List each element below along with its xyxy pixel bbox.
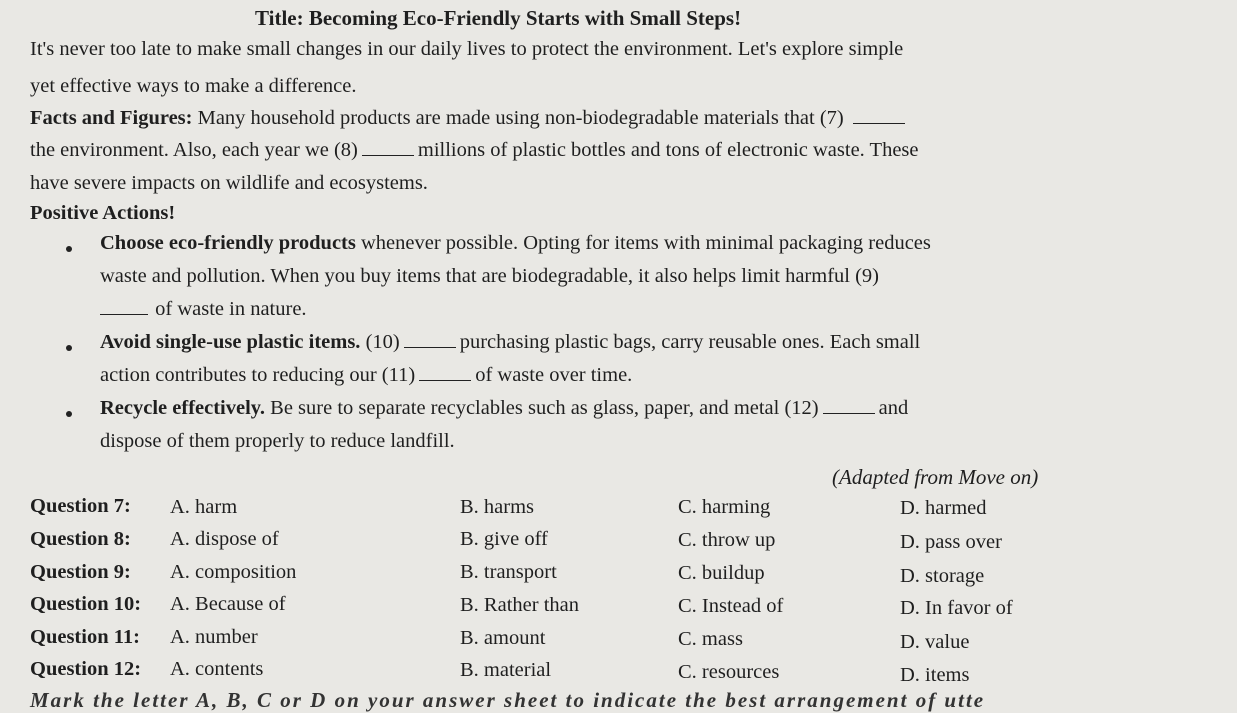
option-b: B. harms [460, 496, 535, 518]
option-a: A. number [170, 626, 258, 648]
bullet-2-line-2 [100, 364, 632, 387]
bullet-3-text-1b: and [878, 397, 909, 419]
footer-instruction: Mark the letter A, B, C or D on your answer sheet to indicate the best arrangement of utte [30, 688, 986, 712]
blank-9 [100, 298, 148, 315]
bullet-3-line-1 [100, 397, 908, 420]
positive-actions-heading: Positive Actions! [30, 202, 176, 224]
option-d: D. items [900, 664, 970, 686]
bullet-1-line-3 [100, 298, 307, 321]
question-label: Question 7: [30, 495, 131, 517]
option-a: A. contents [170, 658, 264, 680]
option-c: C. throw up [678, 529, 776, 551]
bullet-3-line-2: dispose of them properly to reduce landfill. [100, 430, 455, 452]
bullet-1-text-3: of waste in nature. [155, 298, 307, 320]
bullet-3-bold: Recycle effectively. [100, 397, 266, 419]
facts-label: Facts and Figures: [30, 107, 193, 129]
option-a: A. dispose of [170, 528, 279, 550]
intro-line-2: yet effective ways to make a difference. [30, 75, 357, 97]
bullet-1-bold: Choose eco-friendly products [100, 232, 356, 254]
bullet-3-text-1a: Be sure to separate recyclables such as glass, paper, and metal (12) [270, 397, 819, 419]
facts-line-2 [30, 134, 919, 166]
intro-line-1: It's never too late to make small changes in our daily lives to protect the environment. Let's explore simple [30, 38, 904, 60]
bullet-1-line-2: waste and pollution. When you buy items that are biodegradable, it also helps limit harmful (9) [100, 265, 880, 287]
question-label: Question 12: [30, 658, 142, 680]
option-d: D. value [900, 631, 970, 653]
option-b: B. transport [460, 561, 557, 583]
option-c: C. harming [678, 496, 771, 518]
option-c: C. resources [678, 661, 780, 683]
bullet-2-bold: Avoid single-use plastic items. [100, 331, 361, 353]
page-title: Title: Becoming Eco-Friendly Starts with Small Steps! [255, 6, 742, 30]
bullet-1-line-1 [100, 232, 931, 255]
option-a: A. composition [170, 561, 297, 583]
bullet-2-line-1 [100, 331, 920, 354]
source-citation: (Adapted from Move on) [832, 465, 1039, 489]
facts-text-2a: the environment. Also, each year we (8) [30, 139, 358, 161]
question-label: Question 8: [30, 528, 131, 550]
option-d: D. harmed [900, 497, 987, 519]
blank-8 [362, 139, 414, 156]
option-b: B. give off [460, 528, 548, 550]
blank-12 [823, 397, 875, 414]
option-b: B. material [460, 659, 552, 681]
question-label: Question 9: [30, 561, 131, 583]
option-d: D. pass over [900, 531, 1002, 553]
option-b: B. amount [460, 627, 546, 649]
bullet-icon [66, 246, 72, 252]
facts-line-1 [30, 102, 909, 134]
option-b: B. Rather than [460, 594, 579, 616]
bullet-1-text-1: whenever possible. Opting for items with minimal packaging reduces [361, 232, 931, 254]
bullet-2-text-1b: purchasing plastic bags, carry reusable ones. Each small [459, 331, 921, 353]
bullet-2-text-1a: (10) [365, 331, 400, 353]
question-label: Question 10: [30, 593, 142, 615]
question-label: Question 11: [30, 626, 140, 648]
option-a: A. harm [170, 496, 238, 518]
bullet-icon [66, 411, 72, 417]
bullet-2-text-2a: action contributes to reducing our (11) [100, 364, 416, 386]
blank-10 [404, 331, 456, 348]
option-c: C. buildup [678, 562, 765, 584]
option-a: A. Because of [170, 593, 286, 615]
facts-line-3: have severe impacts on wildlife and ecosystems. [30, 172, 428, 194]
blank-11 [419, 364, 471, 381]
option-c: C. mass [678, 628, 743, 650]
facts-text-1: Many household products are made using non-biodegradable materials that (7) [197, 107, 844, 129]
facts-text-2b: millions of plastic bottles and tons of electronic waste. These [417, 139, 919, 161]
bullet-icon [66, 345, 72, 351]
option-c: C. Instead of [678, 595, 784, 617]
blank-7 [853, 107, 905, 124]
option-d: D. storage [900, 565, 985, 587]
option-d: D. In favor of [900, 597, 1013, 619]
bullet-2-text-2b: of waste over time. [475, 364, 633, 386]
